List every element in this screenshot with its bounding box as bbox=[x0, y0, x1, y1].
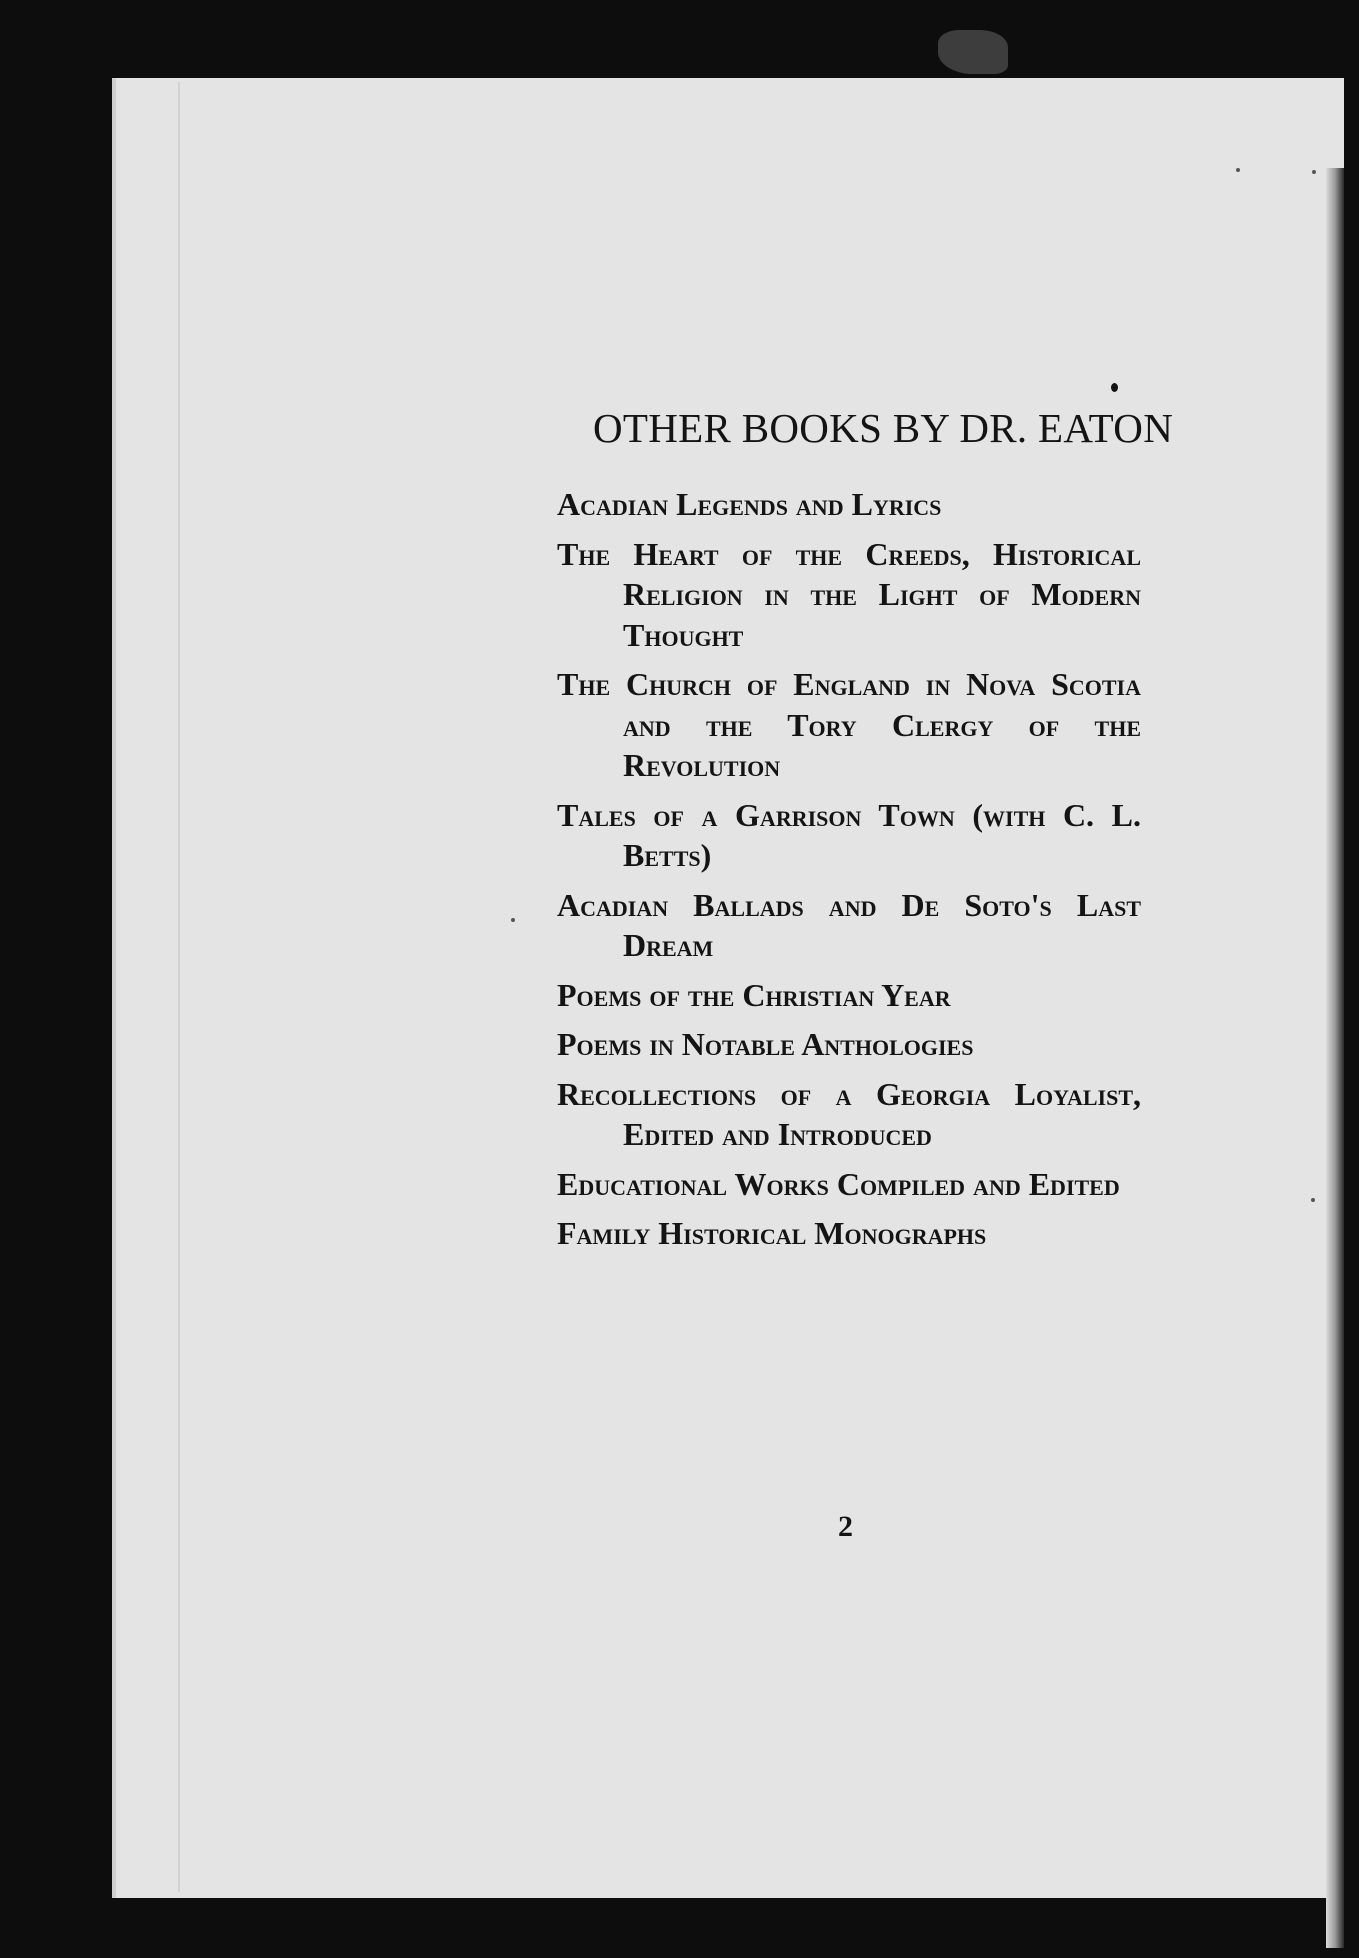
book-title: Acadian Legends and Lyrics bbox=[557, 486, 942, 522]
book-list bbox=[557, 484, 1141, 1263]
book-title: Educational Works Compiled and Edited bbox=[557, 1165, 1120, 1202]
book-title: Tales of a Garrison Town (with C. L. Betts) bbox=[557, 796, 1141, 873]
book-title: Family Historical Monographs bbox=[557, 1215, 987, 1251]
page-gutter-line bbox=[178, 82, 180, 1892]
book-title: Recollections of a Georgia Loyalist, Edited and Introduced bbox=[557, 1075, 1141, 1152]
book-title: Poems in Notable Anthologies bbox=[557, 1026, 974, 1062]
page-heading: OTHER BOOKS BY DR. EATON bbox=[593, 405, 1174, 451]
book-title: Acadian Ballads and De Soto's Last Dream bbox=[557, 886, 1141, 963]
scan-artifact bbox=[938, 30, 1008, 74]
scan-speck bbox=[1311, 1198, 1315, 1202]
page-number: 2 bbox=[838, 1510, 853, 1543]
book-title: The Heart of the Creeds, Historical Religion in the Light of Modern Thought bbox=[557, 535, 1141, 653]
page-right-edge-shadow bbox=[1326, 168, 1344, 1948]
heading-ink-dot bbox=[1111, 383, 1118, 392]
scan-speck bbox=[1236, 168, 1240, 172]
scan-speck bbox=[511, 918, 515, 922]
book-title: The Church of England in Nova Scotia and the Tory Clergy of the Revolution bbox=[557, 666, 1141, 783]
scan-speck bbox=[1312, 170, 1316, 174]
book-title: Poems of the Christian Year bbox=[557, 976, 951, 1013]
